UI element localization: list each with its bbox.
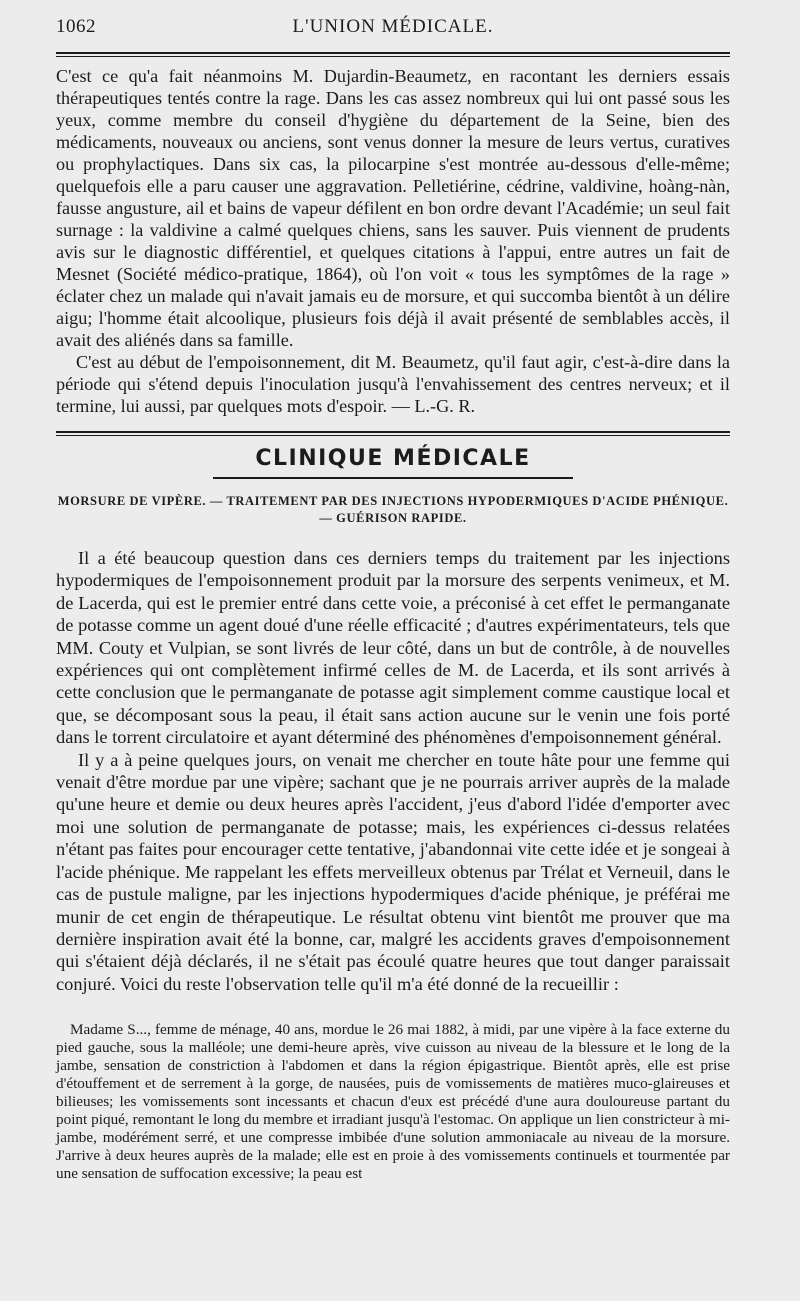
header-rule	[56, 52, 730, 57]
article-body	[56, 547, 730, 995]
article-heading: MORSURE DE VIPÈRE. — TRAITEMENT PAR DES INJECTIONS HYPODERMIQUES D'ACIDE PHÉNIQUE. — GUÉRISON RAPIDE.	[57, 494, 729, 525]
intro-paragraph: C'est ce qu'a fait néanmoins M. Dujardin-Beaumetz, en racontant les derniers essais thérapeutiques tentés contre la rage. Dans les cas assez nombreux qui lui ont passé sous les yeux, comme membre du conseil d'hygiène du département de la Seine, bien des médicaments, nouveaux ou anciens, sont venus donner la mesure de leurs vertus, curatives ou prophylactiques. Dans six cas, la pilocarpine s'est montrée au-dessous d'elle-même; quelquefois elle a paru causer une aggravation. Pelletiérine, cédrine, valdivine, hoàng-nàn, fausse angusture, ail et bains de vapeur défilent en bon ordre devant l'Académie; un seul fait surnage : la valdivine a calmé quelques chiens, sans les sauver. Puis viennent de prudents avis sur le diagnostic différentiel, et quelques citations à l'appui, entre autres un fait de Mesnet (Société médico-pratique, 1864), où l'on voit « tous les symptômes de la rage » éclater chez un malade qui n'avait jamais eu de morsure, et qui succomba bientôt à un délire aigu; l'homme était alcoolique, plusieurs fois déjà il avait présenté de semblables accès, il avait des aliénés dans sa famille.	[56, 66, 730, 350]
intro-text	[56, 65, 730, 417]
article-paragraph: Il a été beaucoup question dans ces derniers temps du traitement par les injections hypodermiques de l'empoisonnement produit par la morsure des serpents venimeux, et M. de Lacerda, qui est le premier entré dans cette voie, a préconisé à cet effet le permanganate de potasse comme un agent doué d'une réelle efficacité ; d'autres expérimentateurs, tels que MM. Couty et Vulpian, se sont livrés de leur côté, dans un but de contrôle, à de nouvelles expériences qui ont complètement infirmé celles de M. de Lacerda, et ils sont arrivés à cette conclusion que le permanganate de potasse agit simplement comme caustique local et que, se décomposant sous la peau, il était sans action aucune sur le venin une fois porté dans le torrent circulatoire et ayant déterminé des phénomènes d'empoisonnement général.	[56, 548, 730, 748]
section-title-rule	[213, 477, 573, 479]
observation-paragraph: Madame S..., femme de ménage, 40 ans, mordue le 26 mai 1882, à midi, par une vipère à la face externe du pied gauche, sous la malléole; une demi-heure après, vive cuisson au niveau de la blessure et le long de la jambe, sensation de constriction à l'abdomen et dans la région épigastrique. Bientôt après, elle est prise d'étouffement et de serrement à la gorge, de nausées, puis de vomissements de matières muco-glaireuses et bilieuses; les vomissements sont incessants et chacun d'eux est précédé d'une aura douloureuse partant du point piqué, remontant le long du membre et irradiant jusqu'à l'estomac. On applique un lien constricteur à mi-jambe, modérément serré, et une compresse imbibée d'une solution ammoniacale au niveau de la morsure. J'arrive à deux heures auprès de la malade; elle est en proie à des vomissements continuels et tourmentée par une sensation de suffocation excessive; la peau est	[56, 1021, 730, 1183]
page-number: 1062	[56, 16, 96, 37]
article-paragraph: Il y a à peine quelques jours, on venait me chercher en toute hâte pour une femme qui venait d'être mordue par une vipère; sachant que je ne pourrais arriver auprès de la malade qu'une heure et demie ou deux heures après l'accident, j'eus d'abord l'idée d'emporter avec moi une solution de permanganate de potasse; mais, les expériences ci-dessus relatées n'étant pas faites pour encourager cette tentative, j'abandonnai vite cette idée et je songeai à l'acide phénique. Me rappelant les effets merveilleux obtenus par Trélat et Verneuil, dans le cas de pustule maligne, par les injections hypodermiques d'acide phénique, je préférai me munir de cet engin de thérapeutique. Le résultat obtenu vint bientôt me prouver que ma dernière inspiration avait été la bonne, car, malgré les accidents graves d'empoisonnement qui s'étaient déjà déclarés, il ne s'était pas écoulé quatre heures que tout danger paraissait conjuré. Voici du reste l'observation telle qu'il m'a été donné de la recueillir :	[56, 749, 730, 994]
journal-title: L'UNION MÉDICALE.	[292, 16, 494, 37]
author-signature: — L.-G. R.	[391, 396, 476, 416]
clinical-observation	[56, 1021, 730, 1183]
intro-paragraph	[56, 351, 730, 417]
intro-paragraph-text: C'est au début de l'empoisonnement, dit M. Beaumetz, qu'il faut agir, c'est-à-dire dans la période qui s'étend depuis l'inoculation jusqu'à l'envahissement des centres nerveux; et il termine, lui aussi, par quelques mots d'espoir.	[56, 352, 730, 416]
section-title: CLINIQUE MÉDICALE	[255, 446, 531, 471]
section-divider	[56, 431, 730, 436]
running-header	[56, 16, 730, 48]
